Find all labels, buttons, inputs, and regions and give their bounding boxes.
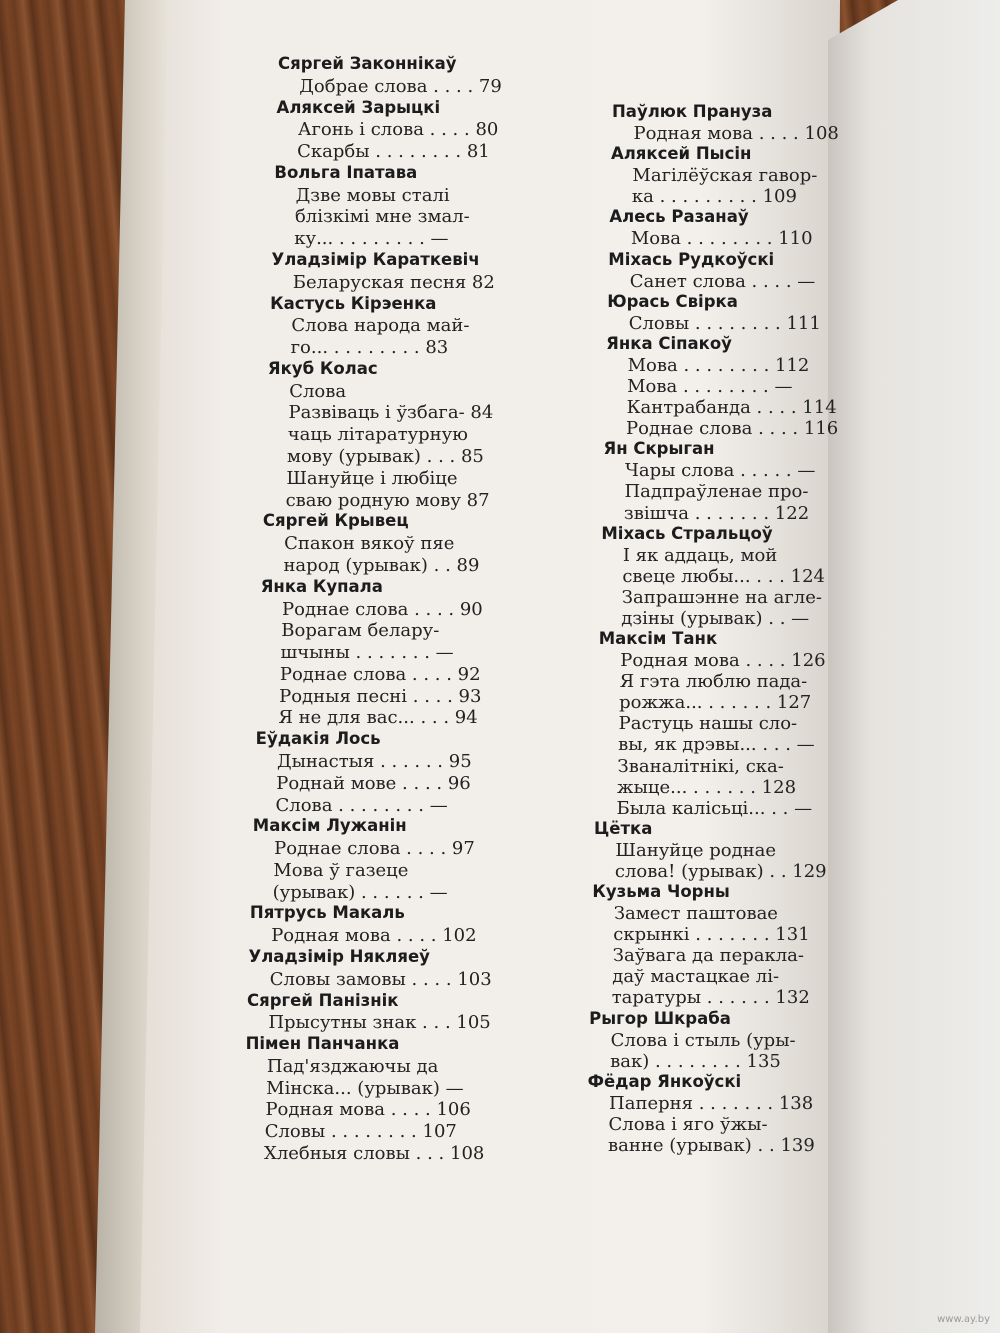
title-entry: Магілёўская гавор- [632, 165, 818, 187]
author-name: Кузьма Чорны [592, 882, 730, 902]
title-entry: Родная мова . . . . 102 [271, 925, 477, 947]
author-name: Паўлюк Прануза [612, 102, 773, 121]
title-entry: го... . . . . . . . . 83 [290, 337, 449, 359]
title-entry: Слова і стыль (уры- [610, 1029, 796, 1051]
author-name: Міхась Рудкоўскі [608, 249, 775, 269]
author-name: Вольга Іпатава [274, 162, 418, 182]
title-entry: Была калісьці... . . — [616, 797, 813, 819]
title-entry: І як аддаць, мой [622, 544, 778, 566]
author-name: Уладзімір Караткевіч [271, 250, 480, 270]
author-name: Еўдакія Лось [255, 729, 381, 749]
title-entry: Шануйце роднае [615, 839, 777, 861]
author-name: Уладзімір Някляеў [248, 946, 430, 966]
author-name: Фёдар Янкоўскі [587, 1071, 742, 1091]
title-entry: Роднае слова . . . . 92 [279, 663, 481, 685]
title-entry: ку... . . . . . . . . — [294, 228, 449, 250]
title-entry: Слова [289, 380, 347, 402]
title-entry: слова! (урывак) . . 129 [614, 860, 827, 882]
title-entry: Заўвага да перакла- [612, 945, 804, 967]
title-entry: Спакон вякоў пяе [284, 533, 455, 555]
title-entry: Растуць нашы сло- [618, 713, 798, 735]
author-name: Міхась Стральцоў [601, 523, 773, 543]
title-entry: Мова ў газеце [273, 859, 409, 881]
title-entry: вак) . . . . . . . . 135 [610, 1050, 781, 1072]
author-name: Сяргей Законнікаў [278, 54, 457, 73]
title-entry: Слова народа май- [291, 315, 470, 337]
title-entry: Чары слова . . . . . — [624, 460, 816, 482]
author-name: Юрась Свірка [607, 291, 738, 311]
author-name: Рыгор Шкраба [589, 1008, 731, 1028]
title-entry: жыце... . . . . . . 128 [617, 776, 797, 798]
title-entry: Званалітнікі, ска- [617, 755, 784, 777]
title-entry: Кантрабанда . . . . 114 [626, 397, 837, 419]
author-name: Аляксей Зарыцкі [276, 97, 441, 117]
title-entry: Запрашэнне на агле- [621, 586, 822, 608]
title-entry: таратуры . . . . . . 132 [611, 987, 810, 1009]
title-entry: чаць літаратурную [287, 424, 468, 446]
title-entry: Родныя песні . . . . 93 [279, 685, 482, 707]
author-name: Максім Танк [598, 629, 718, 649]
author-name: Сяргей Панізнік [247, 990, 399, 1010]
author-name: Сяргей Крывец [262, 511, 409, 531]
title-entry: Развіваць і ўзбага- 84 [288, 402, 494, 424]
title-entry: Роднае слова . . . . 97 [274, 838, 475, 860]
title-entry: рожжа... . . . . . . 127 [619, 692, 812, 714]
title-entry: блізкімі мне змал- [294, 206, 470, 228]
author-name: Янка Сіпакоў [606, 333, 732, 353]
title-entry: Прысутны знак . . . 105 [268, 1012, 491, 1034]
title-entry: Санет слова . . . . — [629, 270, 816, 292]
title-entry: Словы . . . . . . . . 107 [264, 1121, 457, 1143]
title-entry: Агонь і слова . . . . 80 [297, 119, 499, 141]
title-entry: Мова . . . . . . . . 110 [630, 228, 813, 250]
title-entry: Падпраўленае про- [624, 481, 809, 503]
title-entry: Замест паштовае [613, 903, 778, 925]
title-entry: шчыны . . . . . . . — [280, 642, 454, 664]
title-entry: Мова . . . . . . . . — [627, 376, 793, 398]
title-entry: Мінска... (урывак) — [266, 1077, 464, 1099]
title-entry: Роднае слова . . . . 116 [626, 418, 839, 440]
title-entry: Родная мова . . . . 106 [265, 1099, 471, 1121]
author-name: Алесь Разанаў [609, 207, 749, 227]
title-entry: Родная мова . . . . 108 [633, 123, 839, 145]
title-entry: мову (урывак) . . . 85 [287, 446, 484, 468]
title-entry: народ (урывак) . . 89 [283, 554, 480, 576]
title-entry: Шануйце і любіце [286, 467, 458, 489]
title-entry: Добрае слова . . . . 79 [299, 75, 502, 97]
title-entry: Слова . . . . . . . . — [275, 794, 448, 816]
author-name: Максім Лужанін [252, 816, 407, 836]
title-entry: Родная мова . . . . 126 [620, 650, 826, 672]
title-entry: свеце любы... . . . 124 [622, 565, 825, 587]
title-entry: звішча . . . . . . . 122 [623, 502, 810, 524]
title-entry: сваю родную мову 87 [285, 489, 490, 511]
title-entry: Мова . . . . . . . . 112 [627, 354, 810, 376]
title-entry: Паперня . . . . . . . 138 [609, 1092, 814, 1114]
title-entry: Роднае слова . . . . 90 [282, 598, 483, 620]
title-entry: ванне (урывак) . . 139 [608, 1135, 815, 1156]
author-name: Цётка [593, 818, 653, 838]
title-entry: Ворагам белару- [281, 620, 440, 642]
author-name: Янка Купала [260, 576, 383, 596]
title-entry: Дзве мовы сталі [295, 184, 450, 206]
title-entry: Скарбы . . . . . . . . 81 [297, 141, 490, 163]
title-entry: Слова і яго ўжы- [608, 1113, 768, 1135]
author-name: Аляксей Пысін [610, 144, 752, 164]
title-entry: Я гэта люблю пада- [619, 671, 808, 693]
title-entry: скрынкі . . . . . . . 131 [613, 924, 810, 946]
title-entry: (урывак) . . . . . . — [272, 881, 448, 903]
watermark: www.ay.by [937, 1314, 990, 1325]
title-entry: Словы . . . . . . . . 111 [628, 312, 821, 334]
title-entry: ка . . . . . . . . . 109 [631, 186, 797, 208]
title-entry: даў мастацкае лі- [612, 966, 780, 988]
title-entry: Словы замовы . . . . 103 [269, 968, 492, 990]
author-name: Пімен Панчанка [245, 1034, 400, 1054]
title-entry: Пад'язджаючы да [266, 1055, 439, 1077]
title-entry: вы, як дрэвы... . . . — [618, 734, 815, 756]
author-name: Кастусь Кірэенка [270, 293, 437, 313]
author-name: Ян Скрыган [603, 439, 715, 459]
author-name: Пятрусь Макаль [249, 903, 405, 923]
title-entry: Дынастыя . . . . . . 95 [276, 750, 472, 772]
title-entry: Я не для вас... . . . 94 [278, 707, 478, 729]
title-entry: Роднай мове . . . . 96 [276, 772, 471, 794]
title-entry: Хлебныя словы . . . 108 [264, 1143, 485, 1164]
title-entry: дзіны (урывак) . . — [621, 607, 810, 629]
title-entry: Беларуская песня 82 [292, 271, 495, 293]
author-name: Якуб Колас [267, 358, 378, 378]
